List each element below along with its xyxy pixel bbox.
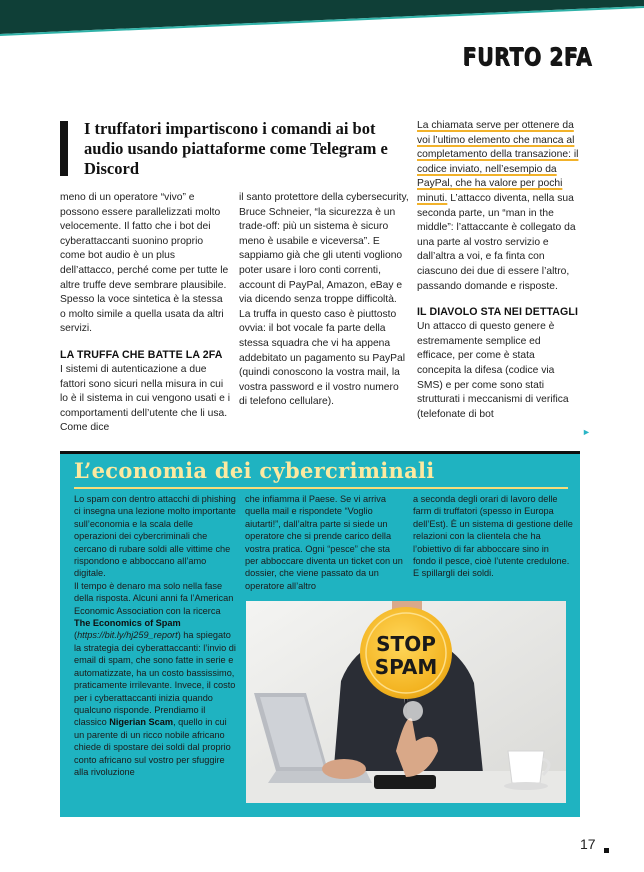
report-link[interactable]: https://bit.ly/hj259_report (77, 630, 178, 641)
text: ) ha spiegato la strategia dei cyberattaccanti: l’invio di email di spam, che sono fatte in serie e automatizzate, ha un costo bassissimo, praticamente irrilevante. Invece, il costo per i cyberattaccanti inizia quando qualcuno risponde. Prendiamo il classico (74, 630, 236, 728)
continue-arrow-icon: ► (582, 427, 591, 437)
sidebar-column-3 (413, 493, 573, 580)
text: , quello in cui un parente di un ricco nobile africano chiede di spostare dei soldi dal proprio conto africano sul vostro per sfuggire alla rivoluzione (74, 717, 231, 777)
article-headline: I truffatori impartiscono i comandi ai bot audio usando piattaforme come Telegram e Discord (84, 119, 388, 178)
sidebar-box-top-rule (60, 451, 580, 454)
article-column-1 (60, 191, 230, 436)
section-title: FURTO 2FA (462, 42, 592, 71)
paragraph: Lo spam con dentro attacchi di phishing ci insegna una lezione molto importante sull’economia e la scala delle operazioni dei cybercriminali che cercano di rubare soldi alle vittime che rispondono e abboccano all’amo digitale. (74, 494, 236, 579)
text: Il tempo è denaro ma solo nella fase della risposta. Alcuni anni fa l’American Economic Association con la ricerca (74, 580, 234, 616)
article-column-3 (417, 119, 580, 422)
paragraph (417, 119, 580, 294)
paragraph: il santo protettore della cybersecurity, Bruce Schneier, “la sicurezza è un trade-off: più un sistema è sicuro meno è usabile e viceversa”. E sappiamo già che gli utenti vogliono poter usare i loro conti correnti, account di PayPal, Amazon, eBay e via dicendo senza troppe difficoltà. La truffa in questo caso è piuttosto ovvia: il bot vocale fa parte della stessa squadra che vi ha appena addebitato un pagamento su PayPal (quindi conoscono la vostra mail, la vostra password e il vostro numero di telefono cellulare). (239, 192, 409, 408)
bold-title: The Economics of Spam (74, 618, 181, 629)
subheading: LA TRUFFA CHE BATTE LA 2FA (60, 348, 223, 361)
top-decorative-band (0, 0, 644, 38)
sidebar-column-2 (245, 493, 405, 592)
paragraph-text: L’attacco diventa, nella sua seconda parte, un “man in the middle”: l’attaccante è collegato da una parte al vostro servizio e dall’altra a voi, e fa finta con ciascuno dei due di essere l’altro, passando domande e risposte. (417, 192, 576, 292)
page-number-dot (604, 848, 609, 853)
paragraph: I sistemi di autenticazione a due fattori sono sicuri nella misura in cui lo è il sistema in cui vengono usati e i comportamenti dell’utente che li usa. Come dice (60, 363, 230, 434)
stop-spam-photo (246, 601, 566, 803)
paragraph: meno di un operatore “vivo” e possono essere parallelizzati molto velocemente. Il fatto che i bot dei cyberattaccanti suonino proprio come bot audio è un plus dell’attacco, perché come per tutte le altre truffe deve sembrare plausibile. Spesso la voce sintetica è la stessa o molto simile a quella usata da altri servizi. (60, 192, 229, 335)
sign-text-spam: SPAM (374, 655, 438, 679)
text: ( (74, 630, 78, 641)
paragraph: a seconda degli orari di lavoro delle farm di truffatori (spesso in Europa dell’Est). È un sistema di gestione delle relazioni con la clientela che ha l’obiettivo di far abboccare sino in fondo il pesce, cioè l’utente credulone. E spillargli dei soldi. (413, 494, 573, 579)
sidebar-column-1 (74, 493, 236, 778)
article-column-2 (239, 191, 409, 410)
sign-text-stop: STOP (376, 632, 436, 656)
sidebar-title-underline (74, 487, 568, 489)
paragraph: Un attacco di questo genere è estremamente semplice ed efficace, per come è stata concepita la difesa (codice via SMS) e per come sono stati strutturati i meccanismi di verifica (telefonate di bot (417, 321, 569, 420)
headline-accent-bar (60, 121, 68, 176)
page-number: 17 (580, 836, 596, 852)
subheading: IL DIAVOLO STA NEI DETTAGLI (417, 306, 579, 319)
paragraph: che infiamma il Paese. Se vi arriva quella mail e rispondete “Voglio aiutarti!”, dall’altra parte si siede un operatore che si prende carico della vostra pratica. Ogni “pesce” che sta per abboccare diventa un ticket con un dossier, che viene passato da un operatore all’altro (245, 494, 403, 591)
bold-term: Nigerian Scam (109, 717, 174, 728)
paragraph (74, 580, 236, 779)
highlighted-text: La chiamata serve per ottenere da voi l’ultimo elemento che manca al completamento della transazione: il codice inviato, nell’esempio da PayPal, che ha valore per pochi minuti. (417, 120, 579, 204)
sidebar-box-title: L’economia dei cybercriminali (74, 458, 435, 483)
